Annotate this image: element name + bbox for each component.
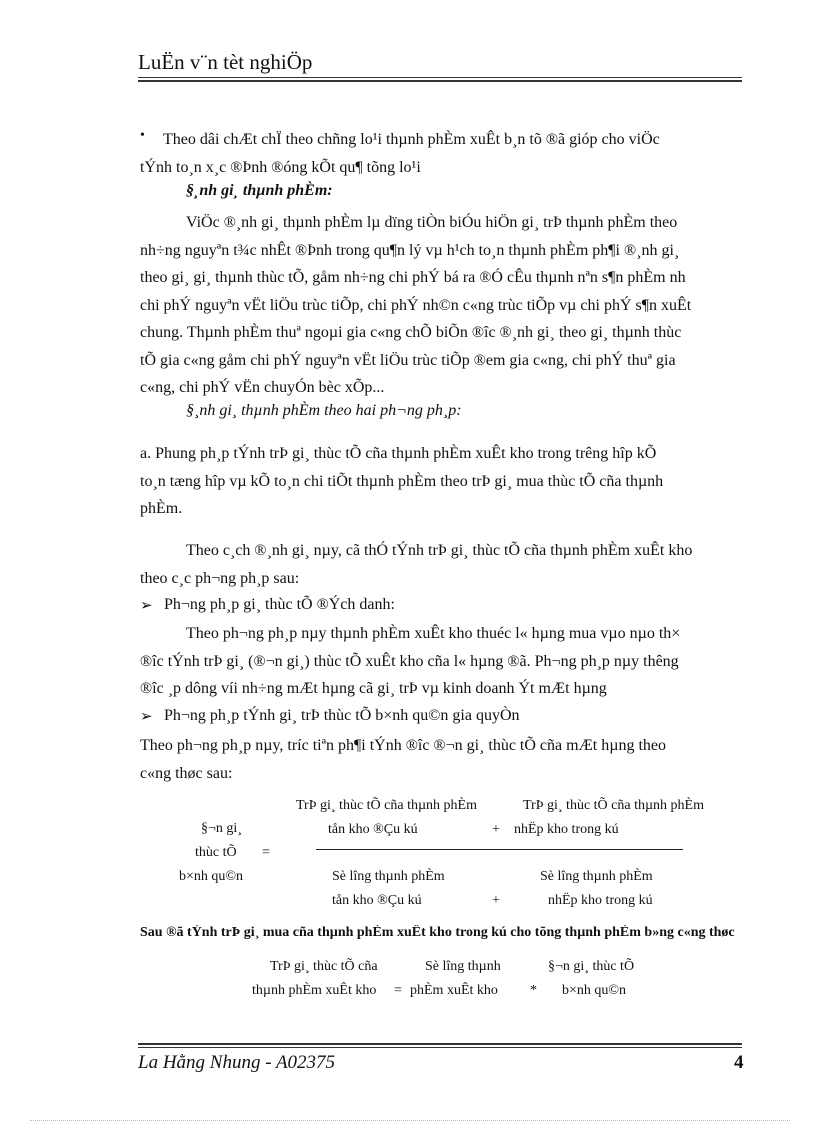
text-line: nh÷ng nguyªn t¾c nhÊt ®Þnh trong qu¶n lý vµ h¹ch to¸n thµnh phÈm ph¶i ®¸nh gi¸ <box>140 241 680 259</box>
formula2-b-line2: phÈm xuÊt kho <box>410 983 498 998</box>
paragraph-methods-intro <box>140 537 740 592</box>
text-line: theo gi¸ gi¸ thµnh thùc tÕ, gåm nh÷ng chi phÝ bá ra ®Ó cÊu thµnh nªn s¶n phÈm nh <box>140 269 686 286</box>
text-line: c«ng thøc sau: <box>140 764 233 782</box>
header-rule-bottom <box>138 80 742 82</box>
text-line: phÈm. <box>140 500 183 517</box>
formula-den-b-line1: Sè lîng thµnh phÈm <box>540 869 653 884</box>
paragraph-specific-identification <box>140 620 740 703</box>
method-weighted-average: Ph¬ng ph¸p tÝnh gi¸ trÞ thùc tÕ b×nh qu©n gia quyÒn <box>164 707 520 724</box>
formula2-b-line1: Sè lîng thµnh <box>425 959 501 974</box>
text-line: tÕ gia c«ng gåm chi phÝ nguyªn vËt liÖu trùc tiÕp ®em gia c«ng, chi phÝ thuª gia <box>140 351 676 369</box>
formula-den-a-line2: tån kho ®Çu kú <box>332 893 422 908</box>
formula-den-plus: + <box>492 893 500 908</box>
bullet-paragraph <box>163 126 740 154</box>
formula2-multiply: * <box>530 983 537 998</box>
formula2-c-line1: §¬n gi¸ thùc tÕ <box>548 959 635 974</box>
formula2-a-line2: thµnh phÈm xuÊt kho <box>252 983 377 998</box>
bold-instruction-line: Sau ®ã tÝnh trÞ gi¸ mua cña thµnh phÈm xuÊt kho trong kú cho tõng thµnh phÈm b»ng c«ng thøc <box>140 925 735 940</box>
text-line: ®îc tÝnh trÞ gi¸ (®¬n gi¸) thùc tÕ xuÊt kho cña l« hµng ®ã. Ph¬ng ph¸p nµy thêng <box>140 652 679 670</box>
page-number: 4 <box>734 1052 744 1073</box>
paragraph-method-a <box>140 440 740 523</box>
header-rule-top <box>138 77 742 78</box>
bullet-line: Theo dâi chÆt chÏ theo chñng lo¹i thµnh phÈm xuÊt b¸n tõ ®ã gióp cho viÖc <box>163 131 660 148</box>
text-line: Theo ph¬ng ph¸p nµy thµnh phÈm xuÊt kho thuéc l« hµng mua vµo nµo th× <box>186 625 681 642</box>
fraction-bar <box>316 849 683 850</box>
text-line: to¸n tæng hîp vµ kÕ to¸n chi tiÕt thµnh phÈm theo trÞ gi¸ mua thùc tÕ cña thµnh <box>140 472 664 490</box>
formula-lhs-line3: b×nh qu©n <box>179 869 244 884</box>
footer-author: La Hằng Nhung - A02375 <box>138 1052 336 1073</box>
formula-num-b-line2: nhËp kho trong kú <box>514 822 619 837</box>
formula-den-a-line1: Sè lîng thµnh phÈm <box>332 869 445 884</box>
arrow-bullet-icon: ➢ <box>140 709 153 725</box>
text-line: Theo c¸ch ®¸nh gi¸ nµy, cã thÓ tÝnh trÞ gi¸ thùc tÕ cña thµnh phÈm xuÊt kho <box>186 542 693 559</box>
footer-rule-top <box>138 1043 742 1045</box>
text-line: Theo ph¬ng ph¸p nµy, tríc tiªn ph¶i tÝnh ®îc ®¬n gi¸ thùc tÕ cña mÆt hµng theo <box>140 737 667 754</box>
formula-num-plus: + <box>492 822 500 837</box>
text-line: theo c¸c ph¬ng ph¸p sau: <box>140 569 300 587</box>
paragraph-weighted-average <box>140 732 740 787</box>
footer-rule-bottom <box>138 1047 742 1048</box>
formula2-equals: = <box>394 983 402 998</box>
formula-num-b-line1: TrÞ gi¸ thùc tÕ cña thµnh phÈm <box>523 798 704 813</box>
page-bottom-dotted-border <box>30 1120 790 1121</box>
formula2-a-line1: TrÞ gi¸ thùc tÕ cña <box>270 959 378 974</box>
formula-den-b-line2: nhËp kho trong kú <box>548 893 653 908</box>
paragraph-valuation <box>140 209 740 402</box>
formula-lhs-line2: thùc tÕ <box>195 845 237 860</box>
method-specific-identification: Ph¬ng ph¸p gi¸ thùc tÕ ®Ých danh: <box>164 596 395 613</box>
heading-two-methods: §¸nh gi¸ thµnh phÈm theo hai ph¬ng ph¸p: <box>186 402 462 419</box>
text-line: c«ng, chi phÝ vËn chuyÓn bèc xÕp... <box>140 379 385 396</box>
formula-equals: = <box>262 845 270 860</box>
text-line: ViÖc ®¸nh gi¸ thµnh phÈm lµ dïng tiÒn biÓu hiÖn gi¸ trÞ thµnh phÈm theo <box>186 214 678 231</box>
formula-lhs-line1: §¬n gi¸ <box>201 821 242 836</box>
bullet-line: tÝnh to¸n x¸c ®Þnh ®óng kÕt qu¶ tõng lo¹i <box>140 159 421 176</box>
page-header-title: LuËn v¨n tèt nghiÖp <box>138 50 313 74</box>
text-line: chung. Thµnh phÈm thuª ngoµi gia c«ng chÕ biÕn ®îc ®¸nh gi¸ theo gi¸ thµnh thùc <box>140 324 682 341</box>
bullet-icon: • <box>140 128 145 143</box>
text-line: a. Phung ph¸p tÝnh trÞ gi¸ thùc tÕ cña thµnh phÈm xuÊt kho trong trêng hîp kÕ <box>140 445 657 462</box>
text-line: chi phÝ nguyªn vËt liÖu trùc tiÕp, chi phÝ nh©n c«ng trùc tiÕp vµ chi phÝ s¶n xuÊt <box>140 296 692 314</box>
bullet-paragraph-cont <box>140 154 740 182</box>
formula-num-a-line2: tån kho ®Çu kú <box>328 822 418 837</box>
arrow-bullet-icon: ➢ <box>140 598 153 614</box>
heading-valuation: §¸nh gi¸ thµnh phÈm: <box>186 182 333 199</box>
formula-num-a-line1: TrÞ gi¸ thùc tÕ cña thµnh phÈm <box>296 798 477 813</box>
text-line: ®îc ¸p dông víi nh÷ng mÆt hµng cã gi¸ trÞ vµ kinh doanh Ýt mÆt hµng <box>140 680 607 697</box>
formula2-c-line2: b×nh qu©n <box>562 983 627 998</box>
